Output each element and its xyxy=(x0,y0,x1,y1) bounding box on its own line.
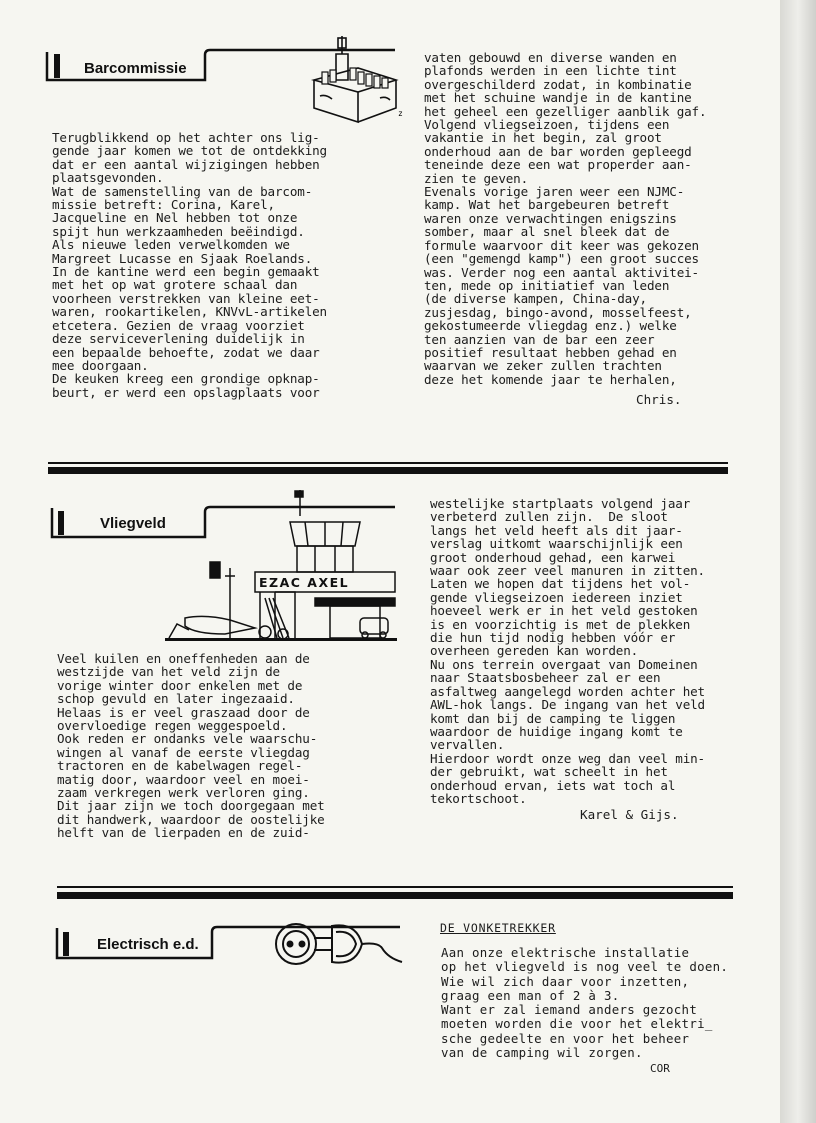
electrisch-tag: Electrisch e.d. xyxy=(97,936,199,953)
vliegveld-tag: Vliegveld xyxy=(100,515,166,532)
vliegveld-signature: Karel & Gijs. xyxy=(580,807,679,822)
barcommissie-right-text: vaten gebouwd en diverse wanden en plafonds werden in een lichte tint overgeschilderd zodat, in kombinatie met het schuine wandje in de kantine het geheel een gezelliger aanblik gaf. Volgend vliegseizoen, tijdens een vakantie in het begin, zal groot onderhoud aan de bar worden gepleegd teneinde deze een wat properder aan- zien te geven. Evenals vorige jaren weer een NJMC- kamp. Wat het bargebeuren betreft waren onze verwachtingen enigszins somber, maar al snel bleek dat de formule waarvoor dit keer was gekozen (een "gemengd kamp") een groot succes was. Verder nog een aantal aktivitei- ten, mede op initiatief van leden (de diverse kampen, China-day, zusjesdag, bingo-avond, mosselfeest, gekostumeerde vliegdag enz.) welke ten aanzien van de bar een zeer positief resultaat hebben gehad en waarvan we zeker zullen trachten deze het komende jaar te herhalen, xyxy=(424,50,707,387)
barcommissie-signature: Chris. xyxy=(636,392,682,407)
plug-socket-illustration xyxy=(270,918,405,973)
vliegveld-right-text: westelijke startplaats volgend jaar verbeterd zullen zijn. De sloot langs het veld heeft als dit jaar- verslag uitkomt waarschijnlijk een groot onderhoud gehad, een karwei waar ook zeer veel manuren in zitten. Laten we hopen dat tijdens het vol- gende vliegseizoen iedereen inziet hoeveel werk er in het veld gestoken is en voorzichtig is met de plekken die hun tijd nodig hebben vóór er overheen gereden kan worden. Nu ons terrein overgaat van Domeinen naar Staatsbosbeheer zal er een asfaltweg aangelegd worden achter het AWL-hok langs. De ingang van het veld komt dan bij de camping te liggen waardoor de huidige ingang komt te vervallen. Hierdoor wordt onze weg dan veel min- der gebruikt, wat scheelt in het onderhoud ervan, iets wat toch al tekortschoot. xyxy=(430,496,705,806)
electrisch-right-text: Aan onze elektrische installatie op het vliegveld is nog veel te doen. Wie wil zich daar voor inzetten, graag een man of 2 à 3. Want er zal iemand anders gezocht moeten worden die voor het elektri_ sche gedeelte en voor het beheer van de camping wil zorgen. xyxy=(441,945,729,1061)
electrisch-signature: COR xyxy=(650,1062,670,1075)
binding-edge xyxy=(780,0,816,1123)
barcommissie-tag: Barcommissie xyxy=(84,60,187,77)
vliegveld-left-text: Veel kuilen en oneffenheden aan de westzijde van het veld zijn de vorige winter door enkelen met de schop gevuld en later ingezaaid. Helaas is er veel graszaad door de overvloedige regen weggespoeld. Ook reden er ondanks vele waarschu- wingen al vanaf de eerste vliegdag tractoren en de kabelwagen regel- matig door, waardoor veel en moei- zaam verkregen werk verloren ging. Dit jaar zijn we toch doorgegaan met dit handwerk, waardoor de oostelijke helft van de lierpaden en de zuid- xyxy=(57,651,325,841)
vonketrekker-title: DE VONKETREKKER xyxy=(440,921,556,935)
tower-sign-text: EZAC AXEL xyxy=(259,575,350,590)
barcommissie-left-text: Terugblikkend op het achter ons lig- gende jaar komen we tot de ontdekking dat er een aantal wijzigingen hebben plaatsgevonden. Wat de samenstelling van de barcom- missie betreft: Corina, Karel, Jacqueline en Nel hebben tot onze spijt hun werkzaamheden beëindigd. Als nieuwe leden verwelkomden we Margreet Lucasse en Sjaak Roelands. In de kantine werd een begin gemaakt met het op wat grotere schaal dan voorheen verstrekken van kleine eet- waren, rookartikelen, KNVvL-artikelen etcetera. Gezien de vraag voorziet deze serviceverlening duidelijk in een bepaalde behoefte, zodat we daar mee doorgaan. De keuken kreeg een grondige opknap- beurt, er werd een opslagplaats voor xyxy=(52,130,327,400)
svg-text:z: z xyxy=(398,109,403,118)
